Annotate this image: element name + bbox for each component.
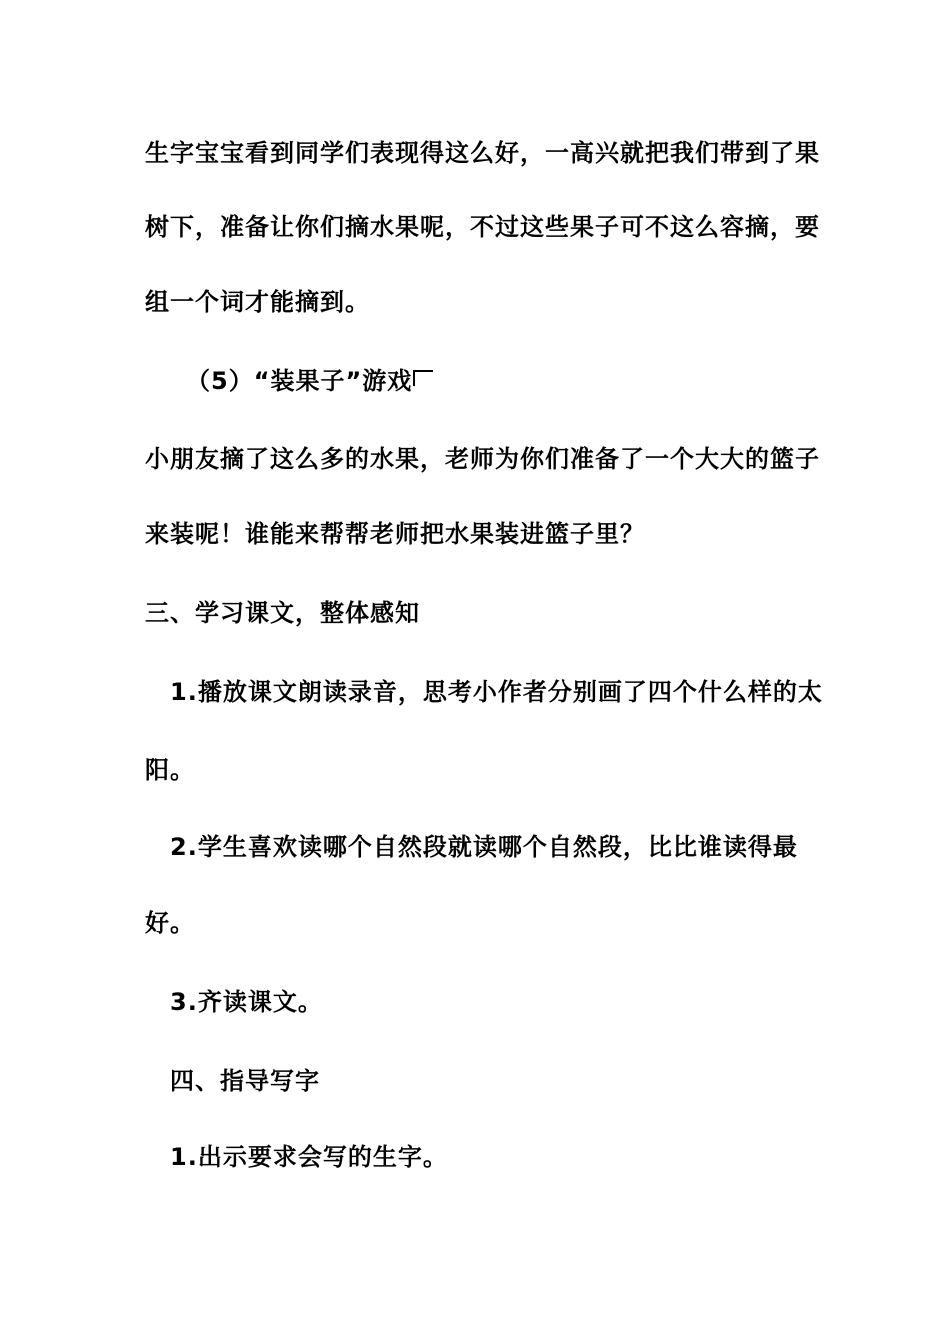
list-item-1: 1.播放课文朗读录音，思考小作者分别画了四个什么样的太 <box>170 678 823 706</box>
list-item-2-continued: 好。 <box>145 909 195 937</box>
paragraph-line-2: 树下，准备让你们摘水果呢，不过这些果子可不这么容摘，要 <box>145 213 820 241</box>
paragraph-line-3: 组一个词才能摘到。 <box>145 288 370 316</box>
list-item-1-continued: 阳。 <box>145 756 195 784</box>
section-heading-3: 三、学习课文，整体感知 <box>145 599 420 627</box>
corner-mark-icon <box>413 370 433 386</box>
paragraph-line-5: 小朋友摘了这么多的水果，老师为你们准备了一个大大的篮子 <box>145 445 820 473</box>
paragraph-line-6: 来装呢！谁能来帮帮老师把水果装进篮子里？ <box>145 520 645 548</box>
subsection-heading-5 <box>186 366 433 396</box>
section-heading-4: 四、指导写字 <box>170 1067 320 1095</box>
subsection-heading-text: （5）“装果子”游戏 <box>186 367 413 395</box>
paragraph-line-1: 生字宝宝看到同学们表现得这么好，一高兴就把我们带到了果 <box>145 139 820 167</box>
list-item-2: 2.学生喜欢读哪个自然段就读哪个自然段，比比谁读得最 <box>170 833 798 861</box>
list-item-4: 1.出示要求会写的生字。 <box>170 1143 448 1171</box>
list-item-3: 3.齐读课文。 <box>170 988 323 1016</box>
